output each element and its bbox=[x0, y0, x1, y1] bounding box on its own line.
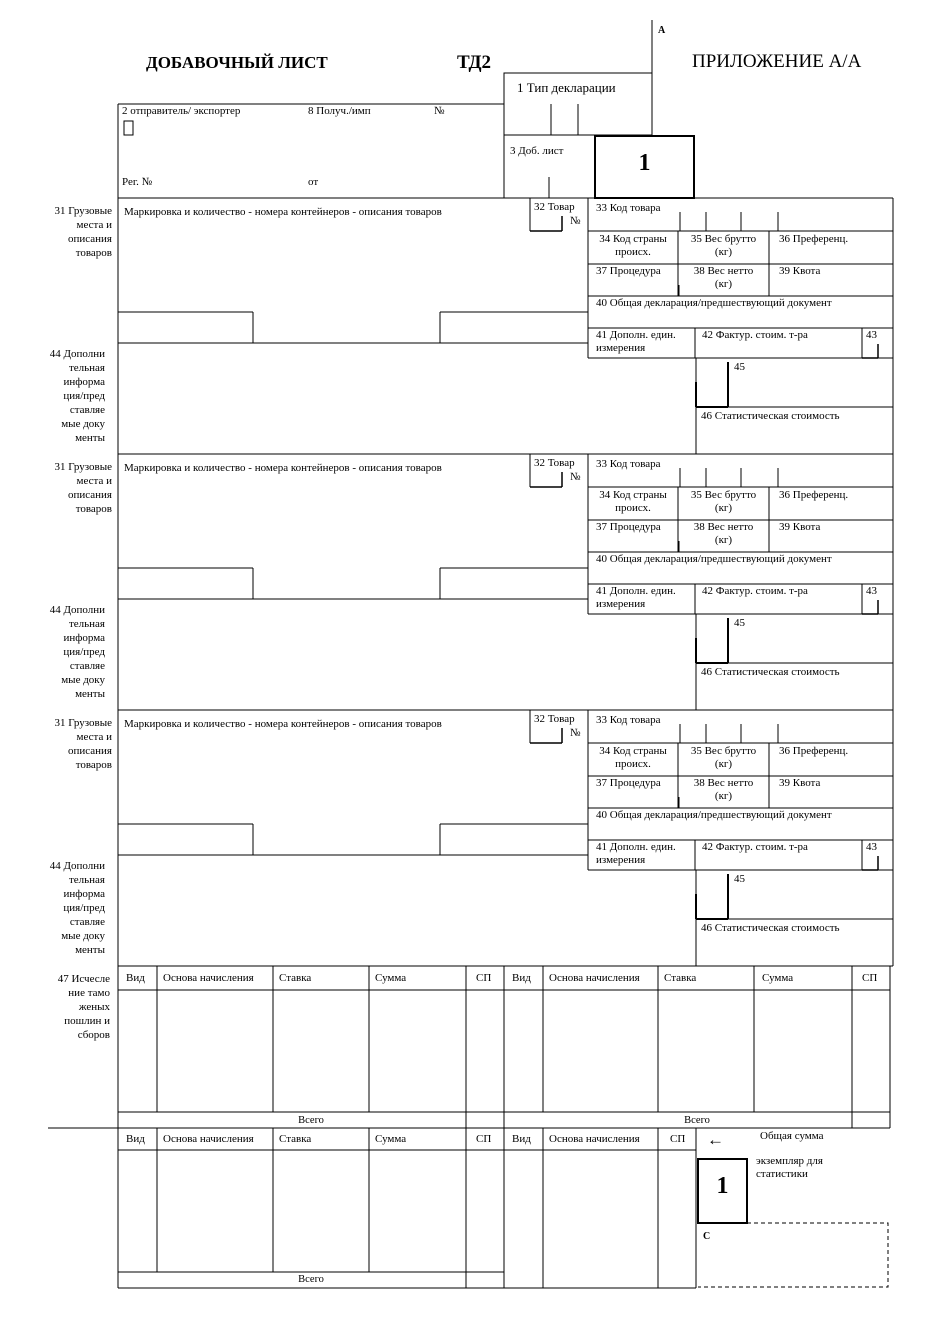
box40-label: 40 Общая декларация/предшествующий документ bbox=[596, 553, 832, 565]
col-stavka: Ставка bbox=[279, 972, 312, 984]
total-label: Всего bbox=[298, 1115, 324, 1126]
reg-number-label: Рег. № bbox=[122, 176, 153, 188]
box35-label: 35 Вес брутто (кг) bbox=[690, 489, 757, 514]
col-vid: Вид bbox=[512, 972, 531, 984]
form-code: ТД2 bbox=[457, 52, 492, 73]
box36-label: 36 Преференц. bbox=[779, 745, 849, 757]
box32-label: 32 Товар bbox=[534, 713, 575, 725]
goods-block-1 bbox=[0, 198, 932, 454]
col-sp: СП bbox=[862, 972, 878, 984]
box37-label: 37 Процедура bbox=[596, 521, 661, 533]
col-sp: СП bbox=[476, 972, 492, 984]
col-stavka: Ставка bbox=[664, 972, 697, 984]
box42-label: 42 Фактур. стоим. т-ра bbox=[702, 329, 808, 341]
total-label: Всего bbox=[684, 1115, 710, 1126]
copy-number: 1 bbox=[716, 1173, 729, 1199]
sheet-title: ДОБАВОЧНЫЙ ЛИСТ bbox=[146, 53, 328, 72]
box35-label: 35 Вес брутто (кг) bbox=[690, 233, 757, 258]
col-vid: Вид bbox=[512, 1133, 531, 1145]
col-osnova: Основа начисления bbox=[163, 1133, 254, 1145]
arrow-left-icon: ← bbox=[707, 1130, 724, 1149]
box33-label: 33 Код товара bbox=[596, 458, 661, 470]
box31-label: 31 Грузовые места и описания товаров bbox=[54, 717, 112, 771]
col-sp: СП bbox=[476, 1133, 492, 1145]
box1-declaration-type: 1 Тип декларации bbox=[517, 80, 616, 95]
box40-label: 40 Общая декларация/предшествующий документ bbox=[596, 297, 832, 309]
box36-label: 36 Преференц. bbox=[779, 233, 849, 245]
corner-c-label: С bbox=[703, 1231, 711, 1242]
box33-label: 33 Код товара bbox=[596, 714, 661, 726]
box45-label: 45 bbox=[734, 873, 745, 885]
box32-number-sign: № bbox=[570, 471, 581, 483]
box44-label: 44 Дополни тельная информа ция/пред ставляе мые доку менты bbox=[49, 860, 105, 956]
number-label: № bbox=[434, 105, 445, 117]
box31-label: 31 Грузовые места и описания товаров bbox=[54, 205, 112, 259]
box41-label: 41 Дополн. един. измерения bbox=[596, 841, 676, 866]
box39-label: 39 Квота bbox=[779, 265, 821, 277]
box39-label: 39 Квота bbox=[779, 777, 821, 789]
box44-label: 44 Дополни тельная информа ция/пред ставляе мые доку менты bbox=[49, 348, 105, 444]
box43-label: 43 bbox=[866, 329, 877, 341]
corner-a-label: А bbox=[658, 25, 666, 36]
date-from-label: от bbox=[308, 176, 319, 188]
col-vid: Вид bbox=[126, 972, 145, 984]
total-label: Всего bbox=[298, 1274, 324, 1285]
marking-label: Маркировка и количество - номера контейнеров - описания товаров bbox=[124, 718, 442, 730]
box42-label: 42 Фактур. стоим. т-ра bbox=[702, 841, 808, 853]
marking-label: Маркировка и количество - номера контейнеров - описания товаров bbox=[124, 206, 442, 218]
box40-label: 40 Общая декларация/предшествующий документ bbox=[596, 809, 832, 821]
box32-number-sign: № bbox=[570, 215, 581, 227]
col-summa: Сумма bbox=[762, 972, 794, 984]
box38-label: 38 Вес нетто (кг) bbox=[693, 777, 754, 802]
col-summa: Сумма bbox=[375, 972, 407, 984]
box44-label: 44 Дополни тельная информа ция/пред ставляе мые доку менты bbox=[49, 604, 105, 700]
box3-add-sheet-label: 3 Доб. лист bbox=[510, 145, 564, 157]
goods-block-3 bbox=[0, 710, 932, 966]
box41-label: 41 Дополн. един. измерения bbox=[596, 329, 676, 354]
box32-label: 32 Товар bbox=[534, 201, 575, 213]
box47-label: 47 Исчесле ние тамо женых пошлин и сборов bbox=[57, 973, 110, 1041]
box46-label: 46 Статистическая стоимость bbox=[701, 666, 840, 678]
box34-label: 34 Код страны происх. bbox=[599, 489, 667, 514]
box43-label: 43 bbox=[866, 585, 877, 597]
col-stavka: Ставка bbox=[279, 1133, 312, 1145]
box46-label: 46 Статистическая стоимость bbox=[701, 922, 840, 934]
box33-label: 33 Код товара bbox=[596, 202, 661, 214]
box38-label: 38 Вес нетто (кг) bbox=[693, 265, 754, 290]
copy-label: экземпляр для статистики bbox=[756, 1155, 823, 1180]
box32-label: 32 Товар bbox=[534, 457, 575, 469]
col-osnova: Основа начисления bbox=[163, 972, 254, 984]
box2-sender-label: 2 отправитель/ экспортер bbox=[122, 105, 241, 117]
box34-label: 34 Код страны происх. bbox=[599, 233, 667, 258]
marking-label: Маркировка и количество - номера контейнеров - описания товаров bbox=[124, 462, 442, 474]
col-sp: СП bbox=[670, 1133, 686, 1145]
box37-label: 37 Процедура bbox=[596, 265, 661, 277]
total-sum-label: Общая сумма bbox=[760, 1130, 824, 1142]
col-osnova: Основа начисления bbox=[549, 1133, 640, 1145]
box37-label: 37 Процедура bbox=[596, 777, 661, 789]
box46-label: 46 Статистическая стоимость bbox=[701, 410, 840, 422]
box35-label: 35 Вес брутто (кг) bbox=[690, 745, 757, 770]
box39-label: 39 Квота bbox=[779, 521, 821, 533]
sheet-number: 1 bbox=[638, 150, 651, 176]
box42-label: 42 Фактур. стоим. т-ра bbox=[702, 585, 808, 597]
box32-number-sign: № bbox=[570, 727, 581, 739]
col-vid: Вид bbox=[126, 1133, 145, 1145]
box43-label: 43 bbox=[866, 841, 877, 853]
box41-label: 41 Дополн. един. измерения bbox=[596, 585, 676, 610]
box34-label: 34 Код страны происх. bbox=[599, 745, 667, 770]
goods-block-2 bbox=[0, 454, 932, 710]
col-summa: Сумма bbox=[375, 1133, 407, 1145]
box38-label: 38 Вес нетто (кг) bbox=[693, 521, 754, 546]
box45-label: 45 bbox=[734, 361, 745, 373]
box45-label: 45 bbox=[734, 617, 745, 629]
box36-label: 36 Преференц. bbox=[779, 489, 849, 501]
box8-recipient-label: 8 Получ./имп bbox=[308, 105, 371, 117]
appendix-title: ПРИЛОЖЕНИЕ А/А bbox=[692, 51, 862, 72]
box31-label: 31 Грузовые места и описания товаров bbox=[54, 461, 112, 515]
col-osnova: Основа начисления bbox=[549, 972, 640, 984]
